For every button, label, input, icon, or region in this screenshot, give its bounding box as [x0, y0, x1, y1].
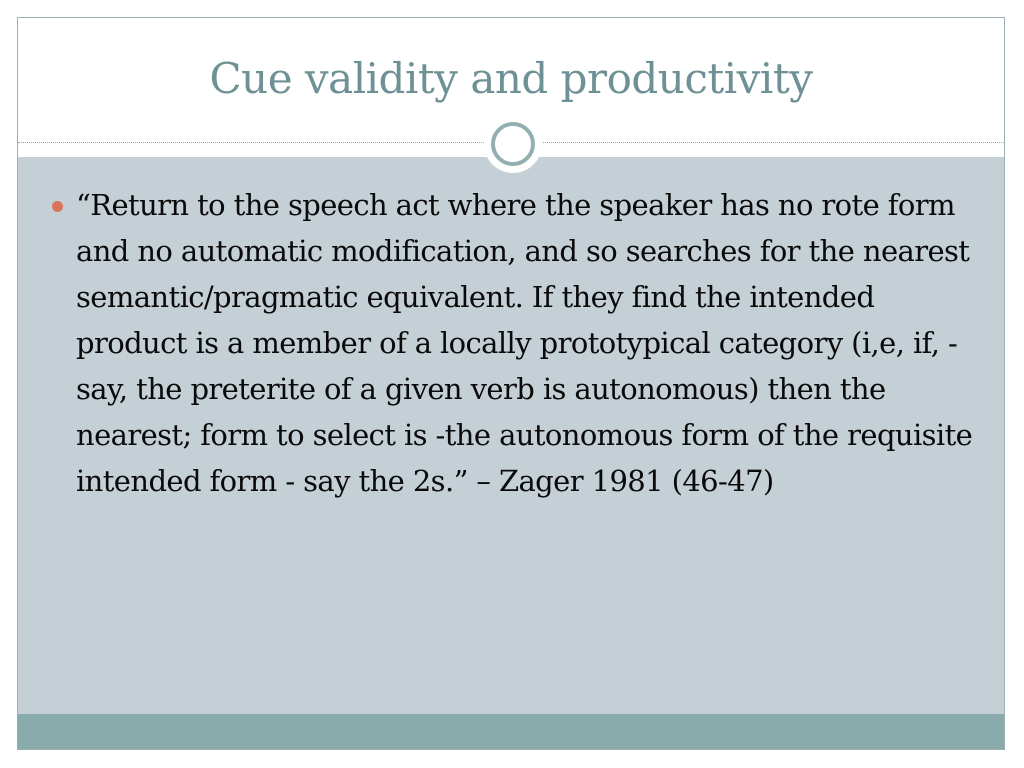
slide [17, 17, 1005, 750]
bullet-item [52, 182, 982, 504]
bullet-dot-icon [52, 201, 63, 212]
circle-ornament-icon [484, 115, 542, 173]
slide-title: Cue validity and productivity [209, 54, 813, 103]
bullet-text: “Return to the speech act where the speaker has no rote form and no automatic modification, and so searches for the nearest semantic/pragmatic equivalent. If they find the intended product is a member of a locally prototypical category (i,e, if, -say, the preterite of a given verb is autonomous) then the nearest; form to select is -the autonomous form of the requisite intended form - say the 2s.” – Zager 1981 (46-47) [76, 188, 973, 498]
circle-ring [491, 122, 535, 166]
bottom-bar [18, 714, 1004, 749]
bullet-list [52, 182, 982, 504]
